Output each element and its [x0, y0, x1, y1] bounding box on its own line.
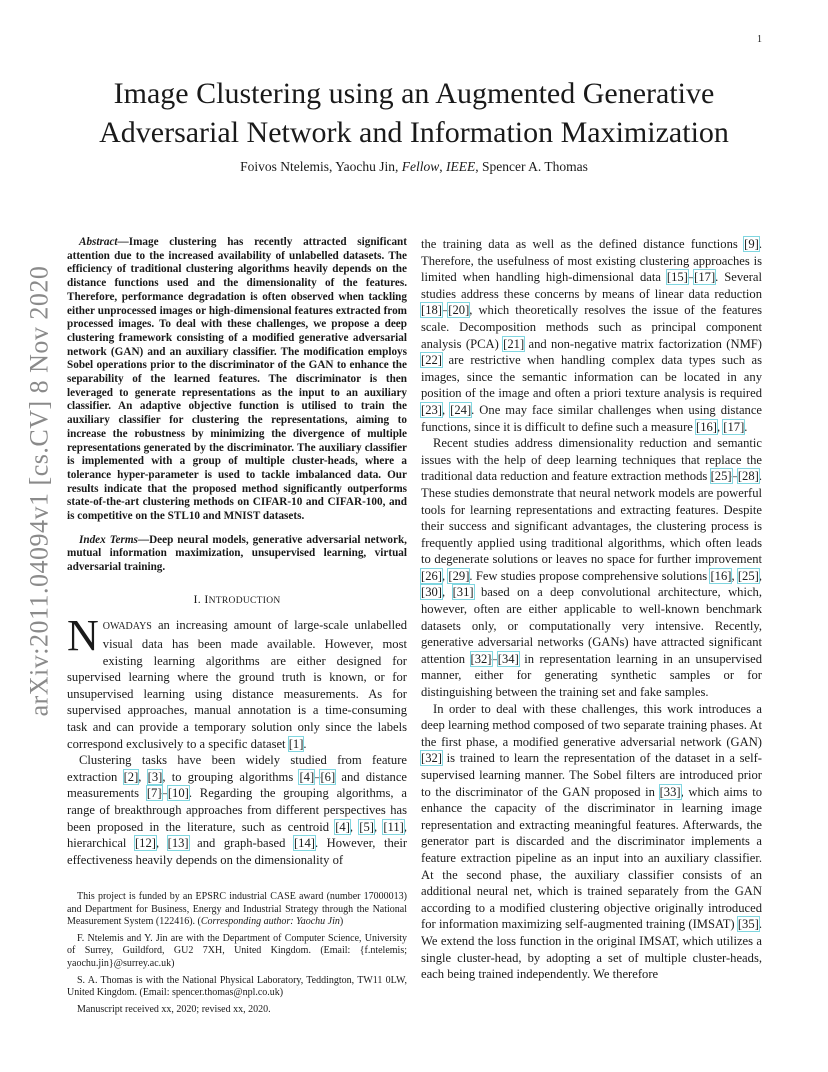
authors-names: Foivos Ntelemis, Yaochu Jin, [240, 159, 402, 174]
text: , which theoretically resolves the issue of the features scale. Decomposition methods such as principal component analysis (PCA) [421, 303, 762, 351]
citation-link[interactable]: [15] [666, 270, 688, 285]
paper-title [60, 74, 768, 152]
text: . We extend the loss function in the original IMSAT, which utilizes a single cluster-head, by adopting a set of multiple cluster-heads, each being trained independently. We therefore [421, 917, 762, 982]
citation-link[interactable]: [24] [450, 402, 472, 417]
citation-link[interactable]: [5] [359, 819, 374, 834]
footnotes [67, 891, 407, 1020]
citation-link[interactable]: [10] [167, 786, 189, 801]
footnote-manuscript: Manuscript received xx, 2020; revised xx, 2020. [77, 1003, 271, 1015]
text: , [441, 585, 453, 600]
citation-link[interactable]: [25] [710, 469, 732, 484]
index-terms-label: Index Terms [79, 533, 138, 546]
text: , [349, 819, 360, 834]
citation-link[interactable]: [12] [134, 836, 156, 851]
title-line-2: Adversarial Network and Information Maximization [99, 116, 729, 149]
title-line-1: Image Clustering using an Augmented Generative [113, 77, 715, 110]
citation-link[interactable]: [32] [470, 651, 492, 666]
citation-link[interactable]: [35] [737, 917, 759, 932]
text: and non-negative matrix factorization (NMF) [524, 336, 762, 351]
author-list [60, 159, 768, 175]
index-terms-text: —Deep neural models, generative adversarial network, mutual information maximization, unsupervised learning, virtual adversarial training. [67, 533, 407, 574]
text: In order to deal with these challenges, this work introduces a deep learning method composed of two separate training phases. At the first phase, a modified generative adversarial network (GAN) [421, 701, 762, 749]
citation-link[interactable]: [22] [421, 353, 442, 368]
left-column [67, 236, 407, 868]
page-number: 1 [757, 34, 762, 45]
text: , [717, 419, 724, 434]
text: , [138, 769, 148, 784]
authors-names-2: , Spencer A. Thomas [475, 159, 588, 174]
intro-paragraph-1 [67, 611, 407, 752]
text: is trained to learn the representation of the dataset in a self-supervised learning manner. The Sobel filters are introduced prior to the discriminator of the GAN proposed in [421, 751, 762, 799]
citation-link[interactable]: [9] [744, 237, 759, 251]
text: and distance measurements [67, 769, 408, 801]
text: . [744, 419, 748, 434]
citation-link[interactable]: [17] [694, 270, 716, 285]
arxiv-identifier: arXiv:2011.04094v1 [cs.CV] 8 Nov 2020 [24, 265, 54, 717]
citation-link[interactable]: [2] [123, 769, 139, 784]
text: , [731, 568, 738, 583]
text: , hierarchical [67, 819, 407, 851]
text: based on a deep convolutional architecture, which, however, often are either applicable to well-known benchmark datasets only, or computationally very intensive. Recently, generative adversarial networks (GANs) have attracted significant attention [421, 585, 762, 666]
abstract-text: —Image clustering has recently attracted significant attention due to the increased availability of unlabelled datasets. The efficiency of traditional clustering algorithms heavily depends on the distance functions used and the dimensionality of the features. Therefore, performance degradation is often observed when tackling either unprocessed images or high-dimensional features extracted from processed images. To deal with these challenges, we propose a deep clustering framework consisting of a modified generative adversarial network (GAN) and an auxiliary classifier. The modification employs Sobel operations prior to the discriminator of the GAN to enhance the separability of the learned features. The discriminator is then leveraged to generate representations as the input to an auxiliary classifier. An adaptive objective function is utilised to train the auxiliary classifier for clustering the representations, aiming to increase the robustness by minimizing the divergence of multiple representations generated by the discriminator. The auxiliary classifier is implemented with a group of multiple cluster-heads, where a tolerance hyper-parameter is used to tackle imbalanced data. Our results indicate that the proposed method significantly outperforms state-of-the-art clustering methods on CIFAR-10 and CIFAR-100, and is competitive on the STL10 and MNIST datasets. [67, 236, 407, 523]
citation-link[interactable]: [31] [452, 585, 474, 600]
text: are restrictive when handling complex data types such as images, since the semantic information can be located in any position of the image and often a priori texture analysis is required [421, 353, 762, 401]
text: in representation learning in an unsupervised manner, either for generating synthetic samples or for distinguishing between the training set and fake samples. [421, 651, 762, 700]
section-heading-introduction [67, 591, 407, 610]
arxiv-sidebar-stamp [21, 265, 57, 717]
citation-link[interactable]: [4] [335, 819, 350, 834]
text: . Several studies address these concerns by means of linear data reduction [421, 270, 762, 301]
text: This project is funded by an EPSRC industrial CASE award (number 17000013) and Department for Business, Energy and Industrial Strategy through the National Measurement System (122416). ( [67, 891, 407, 928]
text: , [758, 568, 762, 583]
text: – [491, 651, 498, 666]
text: the training data as well as the defined distance functions [421, 237, 745, 251]
citation-link[interactable]: [14] [293, 836, 315, 851]
text: . One may face similar challenges when using distance functions, since it is difficult to define such a measure [421, 402, 763, 434]
text: , [373, 819, 384, 834]
body-paragraph-1 [421, 236, 762, 435]
drop-cap: N [67, 611, 99, 661]
citation-link[interactable]: [17] [723, 419, 745, 434]
text: . Therefore, the usefulness of most existing clustering approaches is limited when handling high-dimensional data [421, 237, 762, 285]
abstract-label: Abstract [79, 236, 118, 248]
citation-link[interactable]: [25] [737, 568, 759, 583]
text: an increasing amount of large-scale unlabelled visual data has been made available. However, most existing learning algorithms are either designed for supervised learning where the ground truth is known, or for unsupervised learning using distance measurements. As for supervised approaches, manual annotation is a time-consuming task and can provide a temporary solution only since the labels correspond exclusively to a specific dataset [67, 618, 407, 751]
text: . Regarding the grouping algorithms, a range of breakthrough approaches from different perspectives has been proposed in the literature, such as centroid [67, 786, 407, 834]
corresponding-author: Corresponding author: Yaochu Jin [200, 916, 340, 928]
citation-link[interactable]: [16] [710, 568, 732, 583]
body-paragraph-3 [421, 701, 762, 983]
text: Clustering tasks have been widely studied from feature extraction [67, 753, 407, 784]
section-numeral: I. [193, 591, 205, 606]
text: . However, their effectiveness heavily depends on the dimensionality of [67, 836, 408, 867]
citation-link[interactable]: [23] [421, 402, 442, 417]
citation-link[interactable]: [16] [696, 419, 717, 434]
text: , which aims to enhance the capacity of the discriminator in learning image representation and extracting meaningful features. Afterwards, the generator part is discarded and the discriminator implements a feature extraction pipeline as an input into an auxiliary classifier. At the second phase, the auxiliary classifier consists of an additional neural net, which is trained separately from the GAN according to a modified clustering objective originally introduced for information maximizing self-augmented training (IMSAT) [421, 784, 762, 932]
text: – [161, 786, 168, 801]
citation-link[interactable]: [7] [146, 786, 162, 801]
text: – [731, 469, 738, 484]
right-column [421, 236, 762, 983]
index-terms [67, 534, 407, 575]
body-paragraph-2 [421, 435, 762, 701]
text: – [441, 303, 449, 318]
citation-link[interactable]: [33] [659, 784, 681, 799]
section-title-rest: NTRODUCTION [208, 595, 281, 606]
citation-link[interactable]: [26] [421, 568, 442, 583]
footnote-funding [67, 891, 407, 929]
citation-link[interactable]: [34] [497, 651, 519, 666]
citation-link[interactable]: [18] [421, 303, 442, 318]
authors-sep: , [439, 159, 447, 174]
text: ) [339, 916, 344, 928]
citation-link[interactable]: [20] [448, 303, 470, 318]
text: – [687, 270, 695, 285]
citation-link[interactable]: [4] [299, 769, 315, 784]
section-first-letter: I [204, 591, 209, 606]
text: . These studies demonstrate that neural network models are powerful tools for learning representations and extracting features. Despite their success and significant advantages, the clustering process is frequently applied using traditional algorithms, which often leads to degenerate solutions or leaves no space for further improvement [421, 469, 762, 567]
intro-first-word: OWADAYS [102, 621, 152, 633]
text: . Few studies propose comprehensive solutions [469, 568, 711, 583]
citation-link[interactable]: [21] [503, 336, 525, 351]
text: , [155, 836, 168, 851]
abstract [67, 236, 407, 524]
footnote-affiliation-1: F. Ntelemis and Y. Jin are with the Department of Computer Science, University of Surrey, Guildford, GU2 7XH, United Kingdom. (Email: {f.ntelemis; yaochu.jin}@surrey.ac.uk) [67, 932, 407, 969]
citation-link[interactable]: [3] [147, 769, 163, 784]
citation-link[interactable]: [30] [421, 585, 442, 600]
citation-link[interactable]: [32] [421, 751, 442, 766]
text: and graph-based [188, 836, 294, 851]
citation-link[interactable]: [28] [737, 469, 759, 484]
citation-link[interactable]: [1] [288, 736, 304, 751]
citation-link[interactable]: [13] [167, 836, 189, 851]
citation-link[interactable]: [6] [320, 769, 336, 784]
intro-paragraph-2 [67, 752, 407, 868]
text: Recent studies address dimensionality reduction and semantic issues with the help of deep learning techniques that replace the traditional data reduction and feature extraction methods [421, 436, 762, 484]
citation-link[interactable]: [11] [383, 819, 404, 834]
footnote-affiliation-2: S. A. Thomas is with the National Physical Laboratory, Teddington, TW11 0LW, United Kingdom. (Email: spencer.thomas@npl.co.uk) [67, 974, 407, 999]
text: , [441, 402, 451, 417]
text: – [314, 769, 321, 784]
citation-link[interactable]: [29] [448, 568, 470, 583]
authors-fellow: Fellow [401, 159, 440, 174]
text: , to grouping algorithms [162, 769, 300, 784]
authors-ieee: IEEE [446, 159, 476, 174]
text: . [303, 736, 307, 751]
text: , [441, 568, 449, 583]
